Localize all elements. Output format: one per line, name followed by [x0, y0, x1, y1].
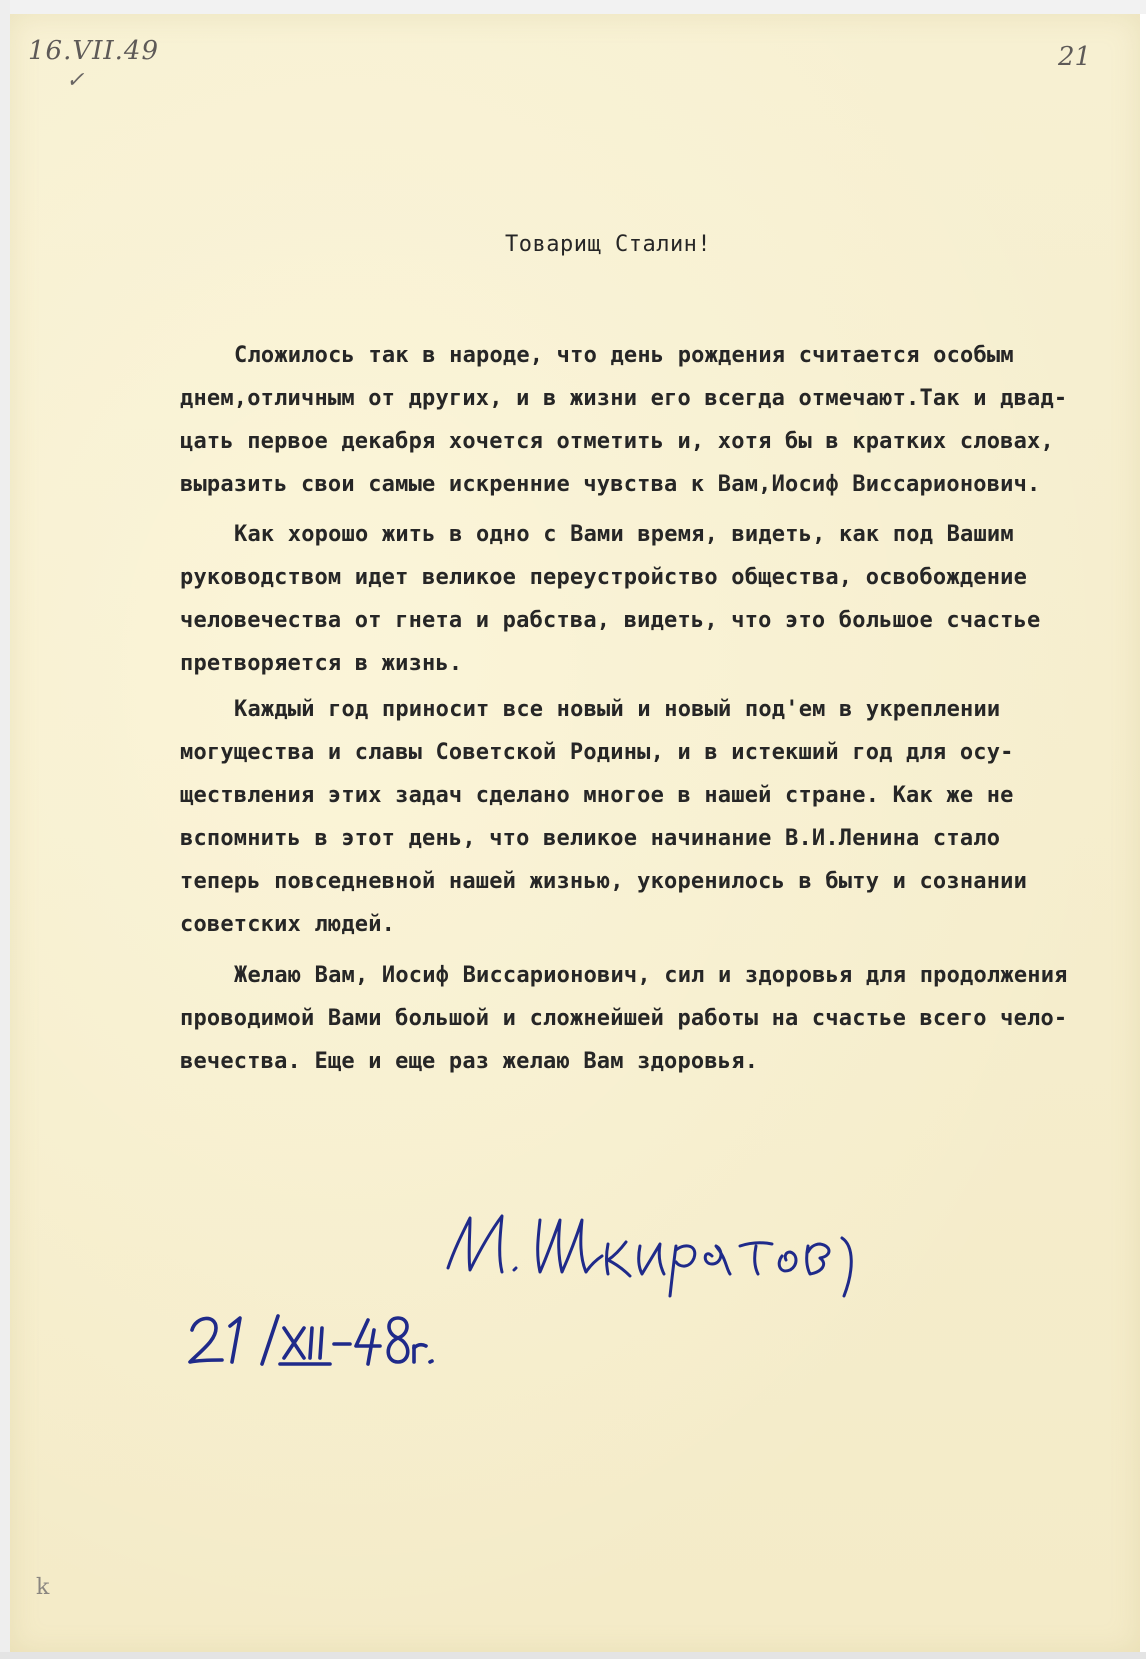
- page-number: 21: [1058, 42, 1092, 72]
- body-line: теперь повседневной нашей жизнью, укоренилось в быту и сознании: [180, 869, 1028, 894]
- corner-pencil-date: 16.VII.49: [28, 36, 160, 66]
- body-line: руководством идет великое переустройство общества, освобождение: [180, 565, 1028, 590]
- corner-check-mark: ✓: [66, 68, 85, 93]
- body-line: днем,отличным от других, и в жизни его всегда отмечают.Так и двад-: [180, 386, 1068, 411]
- body-line: Каждый год приносит все новый и новый под'ем в укреплении: [234, 697, 1001, 722]
- body-line: Сложилось так в народе, что день рождения считается особым: [234, 343, 1014, 368]
- body-line: ществления этих задач сделано многое в нашей стране. Как же не: [180, 783, 1014, 808]
- scan-border-bottom: [0, 1652, 1146, 1659]
- body-line: советских людей.: [180, 912, 396, 937]
- body-line: человечества от гнета и рабства, видеть, что это большое счастье: [180, 608, 1041, 633]
- body-line: проводимой Вами большой и сложнейшей работы на счастье всего чело-: [180, 1006, 1068, 1031]
- body-line: претворяется в жизнь.: [180, 651, 463, 676]
- margin-pencil-mark: k: [36, 1575, 50, 1600]
- handwritten-date: [186, 1300, 436, 1380]
- body-line: Как хорошо жить в одно с Вами время, видеть, как под Вашим: [234, 522, 1014, 547]
- body-line: вечества. Еще и еще раз желаю Вам здоровья.: [180, 1049, 759, 1074]
- body-line: цать первое декабря хочется отметить и, хотя бы в кратких словах,: [180, 429, 1054, 454]
- body-line: вспомнить в этот день, что великое начинание В.И.Ленина стало: [180, 826, 1001, 851]
- body-line: могущества и славы Советской Родины, и в истекший год для осу-: [180, 740, 1014, 765]
- salutation: Товарищ Сталин!: [505, 232, 712, 257]
- handwritten-signature: [440, 1198, 880, 1308]
- body-line: Желаю Вам, Иосиф Виссарионович, сил и здоровья для продолжения: [234, 963, 1068, 988]
- body-line: выразить свои самые искренние чувства к Вам,Иосиф Виссарионович.: [180, 472, 1041, 497]
- scan-border-left: [0, 0, 10, 1659]
- scan-border-top: [0, 0, 1146, 14]
